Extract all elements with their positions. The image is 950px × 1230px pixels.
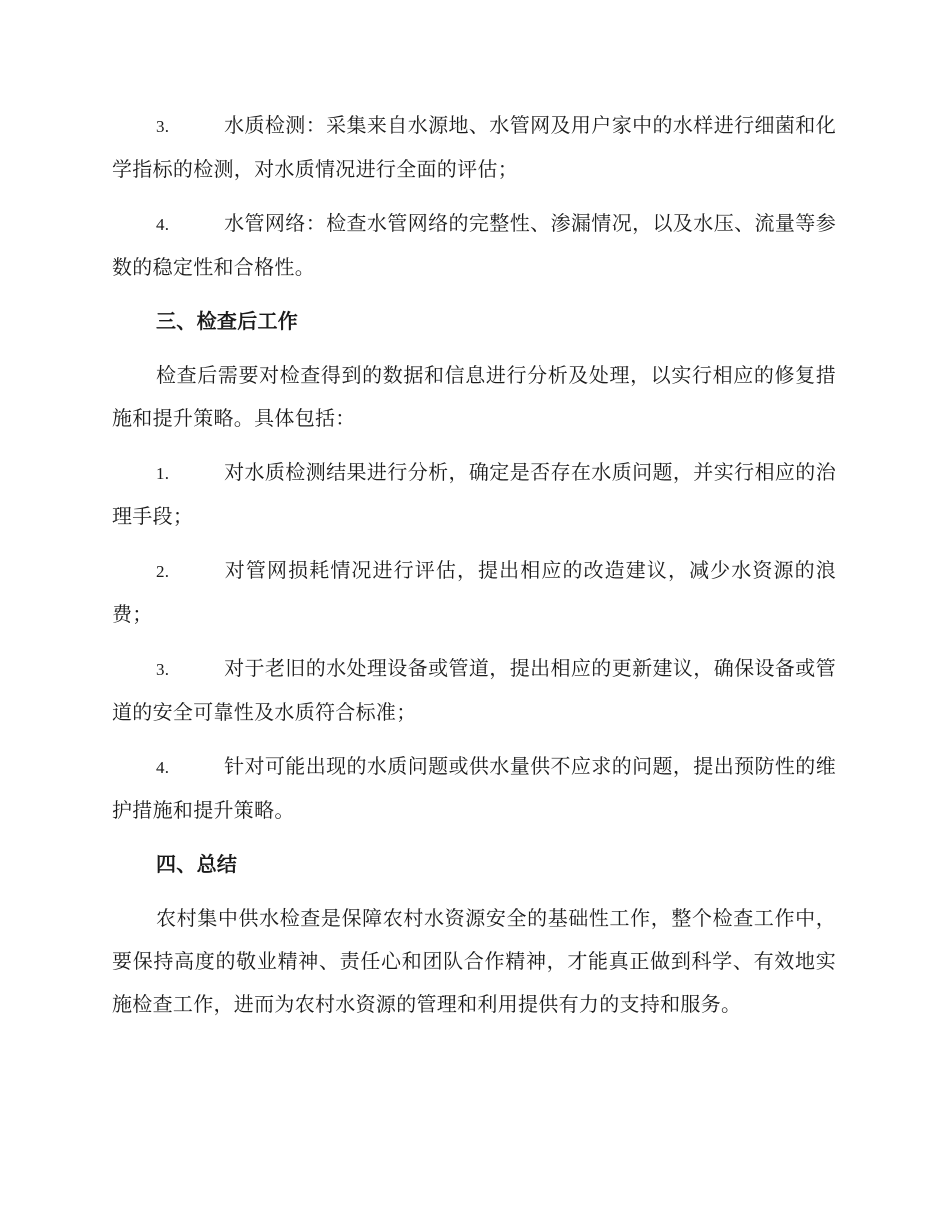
list-item	[112, 549, 836, 636]
list-number: 4.	[156, 215, 170, 234]
section-heading-summary: 四、总结	[156, 852, 238, 876]
list-text: 水管网络：检查水管网络的完整性、渗漏情况，以及水压、流量等参数的稳定性和合格性。	[112, 211, 836, 279]
list-number: 3.	[156, 660, 170, 679]
list-item	[112, 451, 836, 538]
list-item	[112, 104, 836, 191]
list-text: 对管网损耗情况进行评估，提出相应的改造建议，减少水资源的浪费；	[112, 558, 836, 626]
list-item	[112, 745, 836, 832]
list-item	[112, 647, 836, 734]
section-heading-post-inspection: 三、检查后工作	[156, 309, 299, 333]
list-text: 水质检测：采集来自水源地、水管网及用户家中的水样进行细菌和化学指标的检测，对水质情况进行全面的评估；	[112, 113, 836, 181]
list-number: 4.	[156, 758, 170, 777]
section-intro-paragraph: 检查后需要对检查得到的数据和信息进行分析及处理，以实行相应的修复措施和提升策略。具体包括：	[112, 363, 836, 430]
list-number: 2.	[156, 562, 170, 581]
list-text: 针对可能出现的水质问题或供水量供不应求的问题，提出预防性的维护措施和提升策略。	[112, 754, 836, 822]
list-number: 3.	[156, 117, 170, 136]
list-number: 1.	[156, 464, 170, 483]
list-text: 对于老旧的水处理设备或管道，提出相应的更新建议，确保设备或管道的安全可靠性及水质符合标准；	[112, 656, 836, 724]
list-item	[112, 202, 836, 289]
summary-paragraph: 农村集中供水检查是保障农村水资源安全的基础性工作，整个检查工作中，要保持高度的敬业精神、责任心和团队合作精神，才能真正做到科学、有效地实施检查工作，进而为农村水资源的管理和利用提供有力的支持和服务。	[112, 906, 836, 1016]
list-text: 对水质检测结果进行分析，确定是否存在水质问题，并实行相应的治理手段；	[112, 460, 836, 528]
document-content	[112, 104, 836, 1037]
